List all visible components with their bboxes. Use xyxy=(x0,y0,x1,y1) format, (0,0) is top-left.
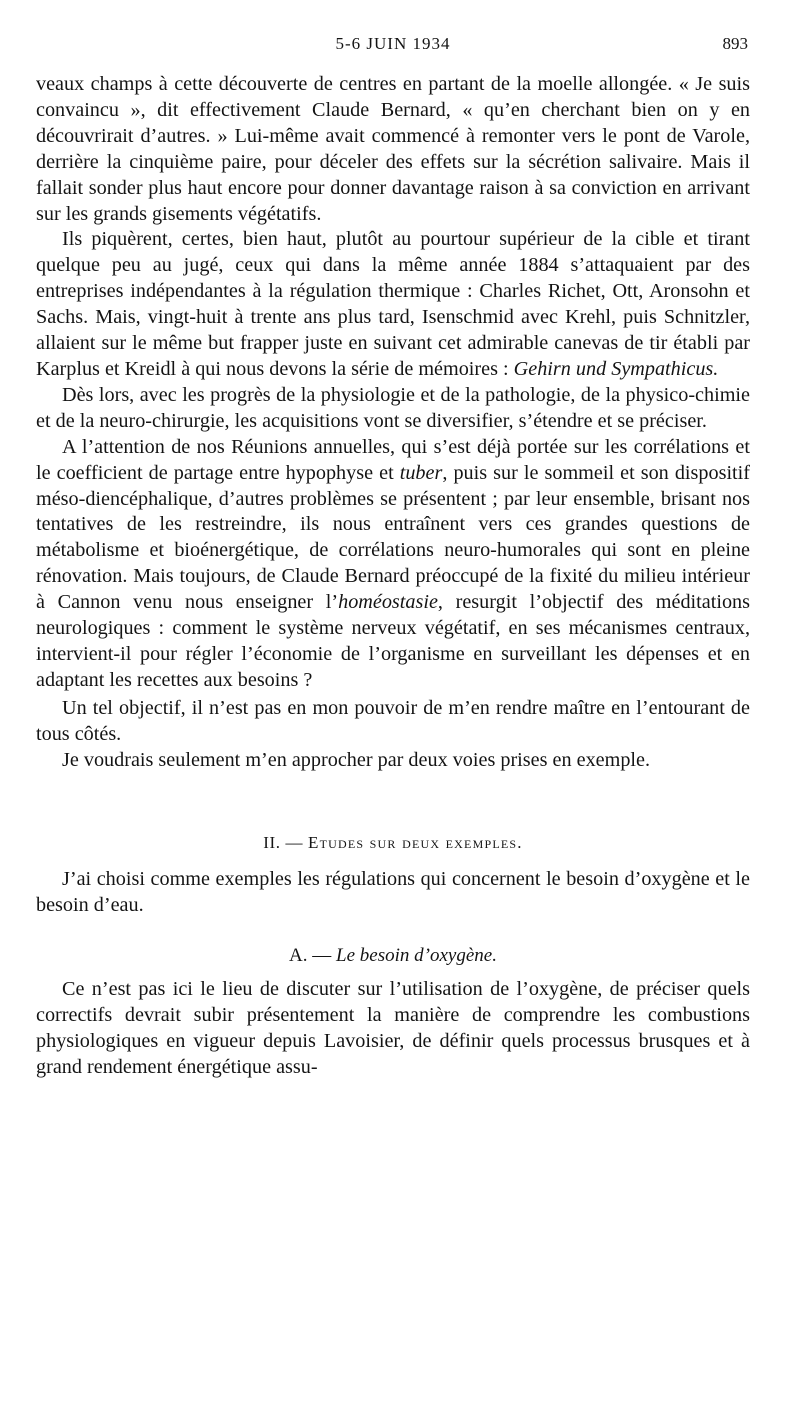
running-head-date: 5-6 JUIN 1934 xyxy=(335,34,451,53)
paragraph-4-italic-homeostasie: homéostasie xyxy=(338,591,438,614)
paragraph-2-italic-title: Gehirn und Sympathicus. xyxy=(513,357,719,380)
paragraph-4 xyxy=(36,435,750,694)
paragraph-6: Je voudrais seulement m’en approcher par deux voies prises en exemple. xyxy=(62,748,651,771)
running-head xyxy=(36,34,750,60)
section-dash: — xyxy=(285,833,304,853)
body-text xyxy=(36,72,750,1081)
paragraph-2 xyxy=(36,227,750,382)
section-heading xyxy=(36,833,750,853)
paragraph-4-italic-tuber: tuber xyxy=(399,461,443,484)
subsection-title: Le besoin d’oxygène. xyxy=(336,945,497,967)
subsection-letter: A. xyxy=(289,945,308,967)
section-number: II. xyxy=(263,833,281,853)
paragraph-4-text-a: A l’attention de nos Réunions annuelles, qui s’est déjà portée sur les corrélations et le coefficient de partage entre hypophyse et xyxy=(36,435,750,484)
paragraph-8: Ce n’est pas ici le lieu de discuter sur l’utilisation de l’oxygène, de préciser quels correctifs devrait subir présentement la manière de comprendre les combustions physiologiques en vigueur depuis Lavoisier, de définir quels processus brusques et à grand rendement énergétique assu- xyxy=(36,978,750,1078)
subsection-dash: — xyxy=(312,945,332,967)
paragraph-2-text: Ils piquèrent, certes, bien haut, plutôt au pourtour supérieur de la cible et tirant quelque peu au jugé, ceux qui dans la même année 1884 s’attaquaient par des entreprises indépendantes à la régulation thermique : Charles Richet, Ott, Aronsohn et Sachs. Mais, vingt-huit à trente ans plus tard, Isenschmid avec Krehl, puis Schnitzler, allaient sur le même but frapper juste en suivant cet admirable canevas de tir établi par Karplus et Kreidl à qui nous devons la série de mémoires : xyxy=(36,228,750,380)
page-number: 893 xyxy=(722,34,748,53)
paragraph-5: Un tel objectif, il n’est pas en mon pouvoir de m’en rendre maître en l’entourant de tous côtés. xyxy=(36,696,750,745)
paragraph-7: J’ai choisi comme exemples les régulations qui concernent le besoin d’oxygène et le besoin d’eau. xyxy=(36,868,750,917)
paragraph-4-text-c: , resurgit l’objectif des méditations neurologiques : comment le système nerveux végétatif, en ses mécanismes centraux, intervient-il pour régler l’économie de l’organisme en surveillant les dépenses et en adaptant les recettes aux besoins ? xyxy=(36,591,750,691)
paragraph-4-text-b: , puis sur le sommeil et son dispositif méso-diencéphalique, d’autres problèmes se présentent ; par leur ensemble, brisant nos tentatives de les restreindre, ils nous entraînent vers ces grandes questions de métabolisme et bioénergétique, de corrélations neuro-humorales qui sont en pleine rénovation. Mais toujours, de Claude Bernard préoccupé de la fixité du milieu intérieur à Cannon venu nous enseigner l’ xyxy=(36,461,750,614)
page xyxy=(36,34,750,1081)
paragraph-3: Dès lors, avec les progrès de la physiologie et de la pathologie, de la physico-chimie et de la neuro-chirurgie, les acquisitions vont se diversifier, s’étendre et se préciser. xyxy=(36,383,750,432)
paragraph-1: veaux champs à cette découverte de centres en partant de la moelle allongée. « Je suis convaincu », dit effectivement Claude Bernard, « qu’en cherchant bien on y en découvrirait d’autres. » Lui-même avait commencé à remonter vers le pont de Varole, derrière la cinquième paire, pour déceler des effets sur la sécrétion salivaire. Mais il fallait sonder plus haut encore pour donner davantage raison à sa conviction en arrivant sur les grands gisements végétatifs. xyxy=(36,73,750,225)
section-title: Etudes sur deux exemples. xyxy=(307,833,523,853)
subsection-heading xyxy=(36,945,750,967)
